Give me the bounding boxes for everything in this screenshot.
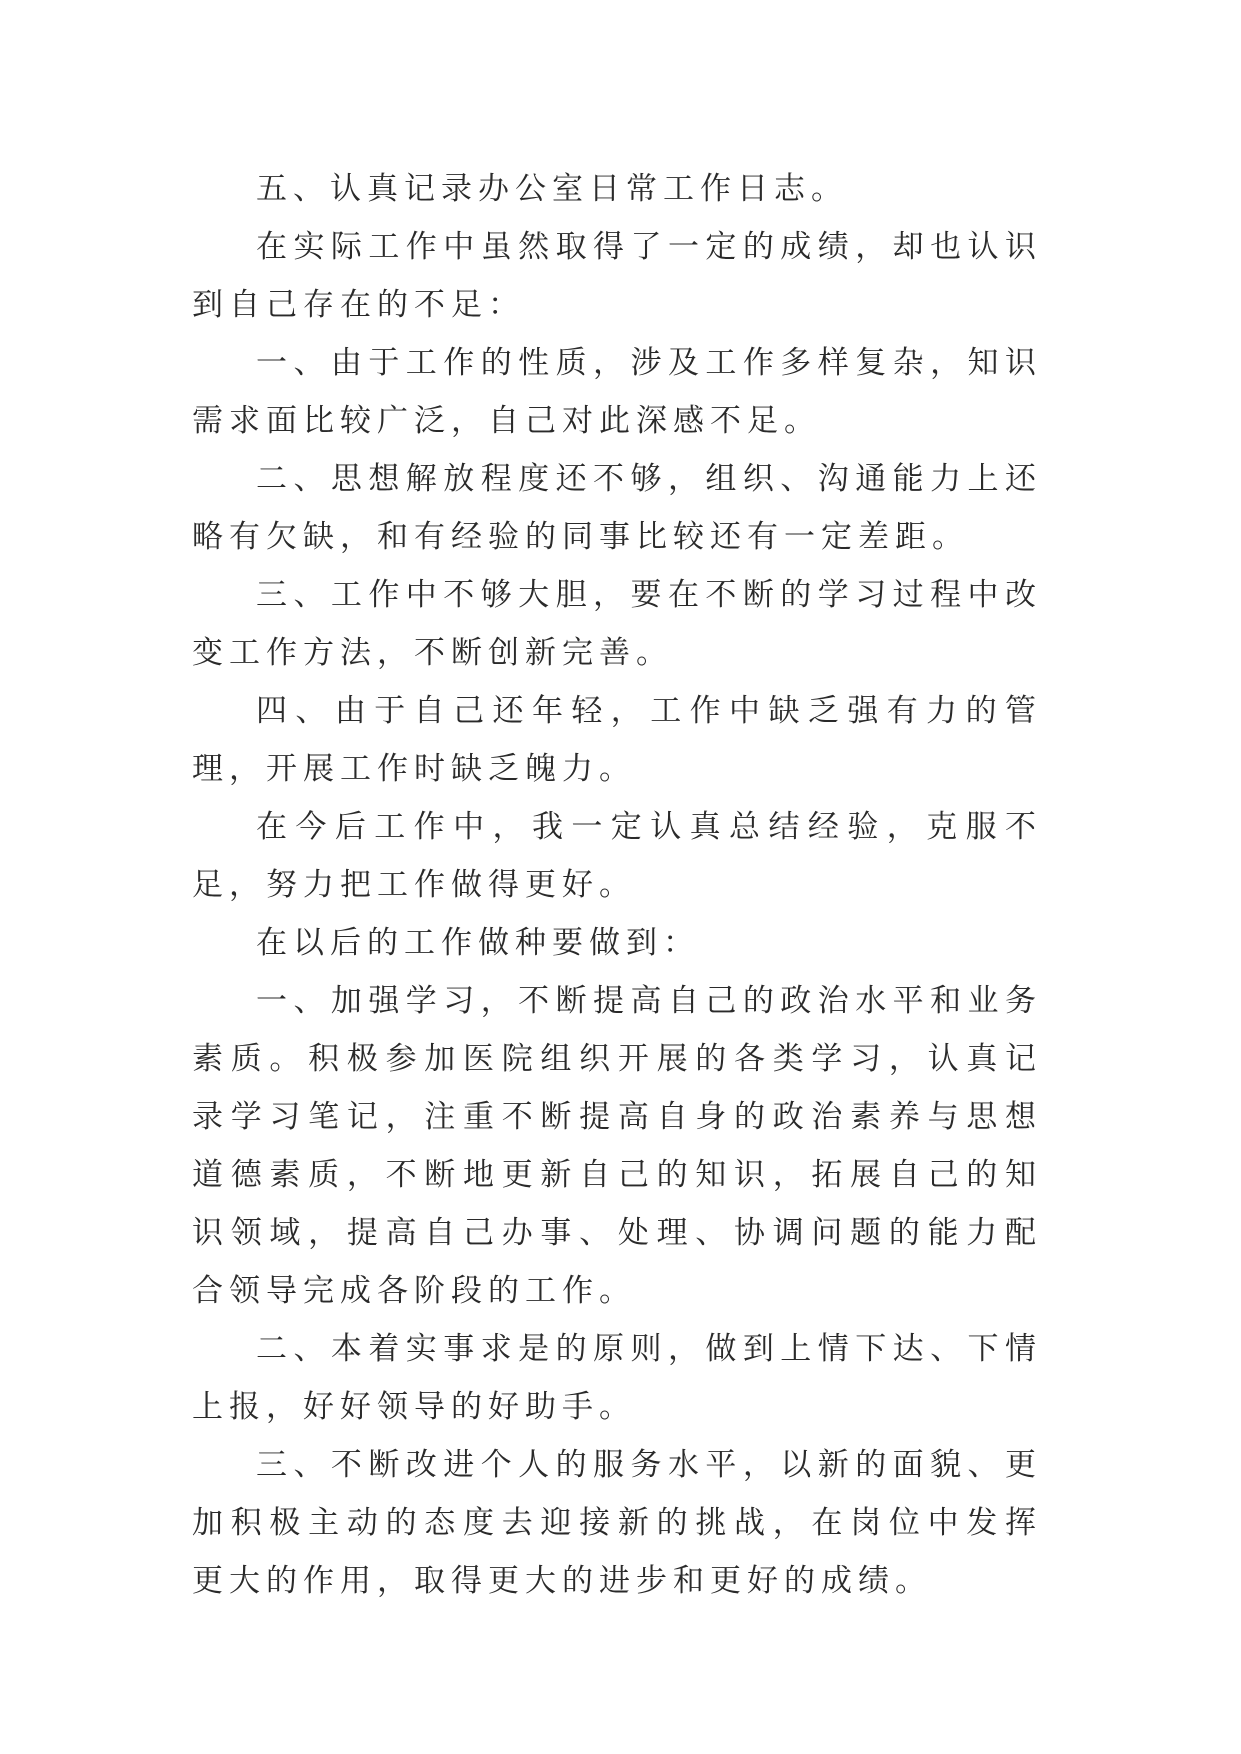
paragraph-commitment: 在今后工作中，我一定认真总结经验，克服不足，努力把工作做得更好。 <box>192 809 1042 903</box>
paragraph-shortcoming-2: 二、思想解放程度还不够，组织、沟通能力上还略有欠缺，和有经验的同事比较还有一定差距。 <box>192 461 1042 555</box>
paragraph-plan-1: 一、加强学习，不断提高自己的政治水平和业务素质。积极参加医院组织开展的各类学习，认真记录学习笔记，注重不断提高自身的政治素养与思想道德素质，不断地更新自己的知识，拓展自己的知识领域，提高自己办事、处理、协调问题的能力配合领导完成各阶段的工作。 <box>192 983 1042 1309</box>
paragraph-shortcoming-1: 一、由于工作的性质，涉及工作多样复杂，知识需求面比较广泛，自己对此深感不足。 <box>192 345 1042 439</box>
paragraph-shortcoming-4: 四、由于自己还年轻，工作中缺乏强有力的管理，开展工作时缺乏魄力。 <box>192 693 1042 787</box>
document-body <box>192 160 1042 1610</box>
paragraph-shortcoming-3: 三、工作中不够大胆，要在不断的学习过程中改变工作方法，不断创新完善。 <box>192 577 1042 671</box>
paragraph-plan-intro: 在以后的工作做种要做到： <box>256 925 700 961</box>
paragraph-plan-3: 三、不断改进个人的服务水平，以新的面貌、更加积极主动的态度去迎接新的挑战，在岗位中发挥更大的作用，取得更大的进步和更好的成绩。 <box>192 1447 1042 1599</box>
paragraph-work-log: 五、认真记录办公室日常工作日志。 <box>256 171 848 207</box>
paragraph-plan-2: 二、本着实事求是的原则，做到上情下达、下情上报，好好领导的好助手。 <box>192 1331 1042 1425</box>
paragraph-shortcomings-intro: 在实际工作中虽然取得了一定的成绩，却也认识到自己存在的不足： <box>192 229 1042 323</box>
